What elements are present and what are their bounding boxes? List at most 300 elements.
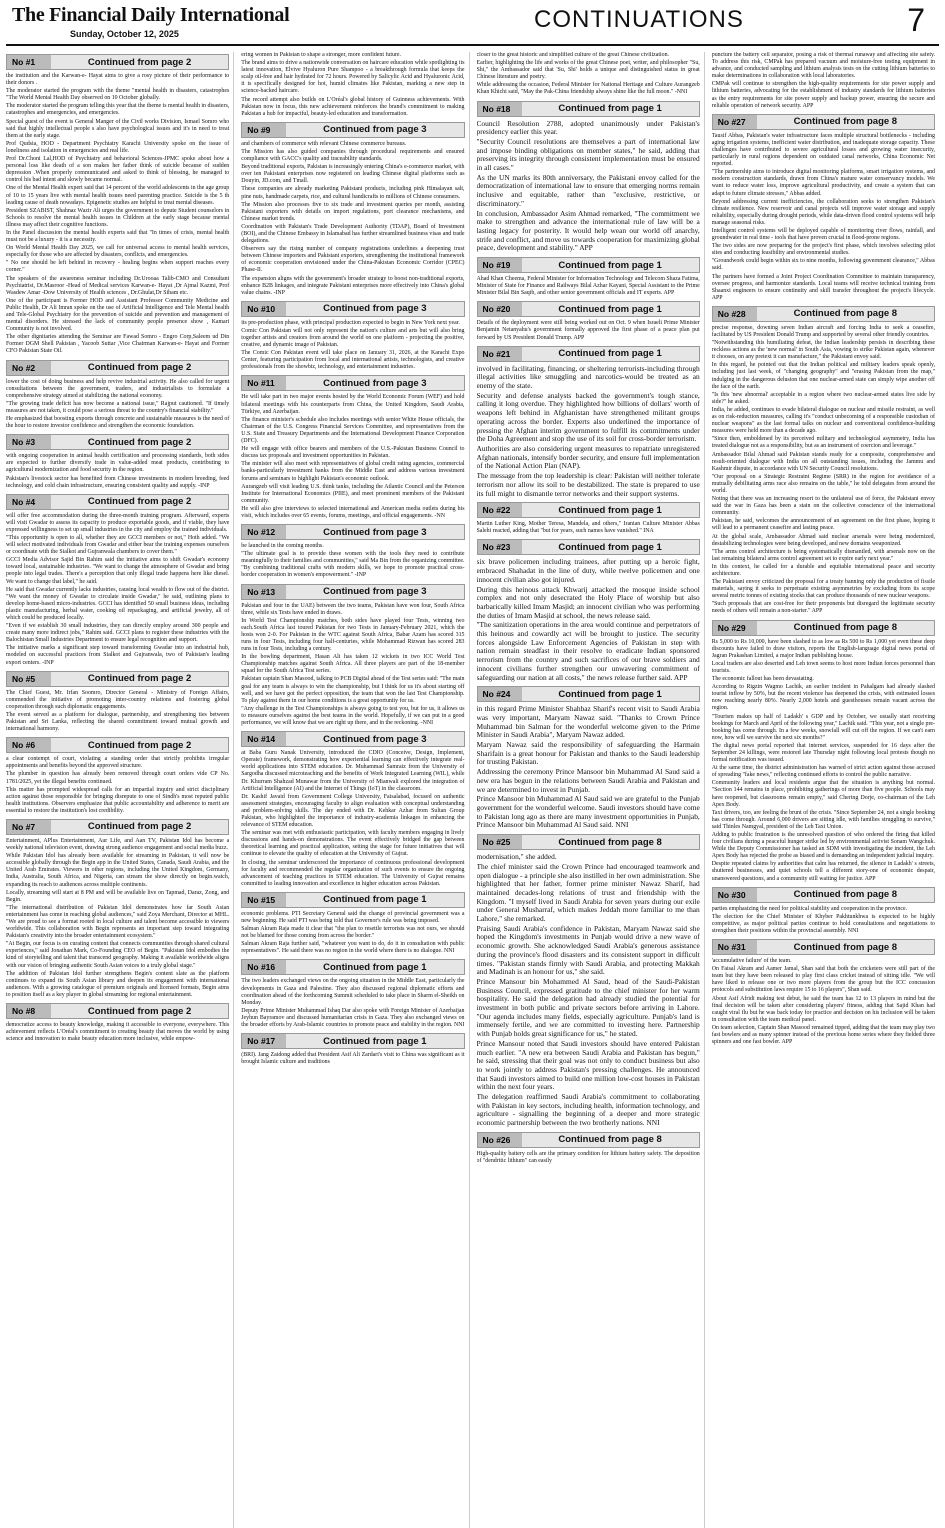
story bbox=[477, 101, 700, 254]
story-body bbox=[712, 639, 935, 883]
story-number: No #28 bbox=[713, 307, 757, 321]
paragraph: Prince Mansoor bin Muhammad Al Saud said we are grateful to the Punjab government for the wonderful welcome. Saudi investors should have come to Pakistan long ago as there are many investment opportunities in Punjab, Prince Mansoor bin Muhammad Al Saud said. NNI bbox=[476, 794, 700, 830]
paragraph: with ongoing cooperation in animal health certification and processing standards, both sides are expected to further diversify trade in value-added meat products, contributing to agricultural modernization and food security in the region. bbox=[6, 453, 230, 474]
paragraph: Salman Akram Raja further said, "whatever you want to do, do it in consultation with public representatives". He said there was no region in the world where there is no dialogue. NNI bbox=[241, 941, 465, 955]
story bbox=[241, 524, 464, 579]
paragraph: Locally, streaming will start at 8 PM and will be available live on Tapmad, Daraz, Zong, and Begin. bbox=[6, 889, 230, 903]
paragraph: The two leaders exchanged views on the ongoing situation in the Middle East, particularly the developments in Gaza and Palestine. They also discussed regional diplomatic efforts and coordination ahead of the forthcoming Summit scheduled to take place in Sharm el-Sheikh on Monday. bbox=[241, 978, 465, 1006]
paragraph: The expansion aligns with the government's broader strategy to boost non-traditional exports, enhance B2B linkages, and integrate Pakistani enterprises more effectively into China's global value chains. -INP bbox=[241, 275, 465, 296]
story bbox=[241, 1033, 464, 1066]
continued-from-label: Continued from page 2 bbox=[87, 1005, 192, 1017]
story-number: No #29 bbox=[713, 621, 757, 635]
story-header bbox=[6, 819, 229, 835]
paragraph: precise response, downing seven Indian aircraft and forcing India to seek a ceasefire, facilitated by US President Donald Trump and supported by several other friendly countries. bbox=[711, 324, 935, 338]
story-header bbox=[477, 502, 700, 518]
paragraph: He will also give interviews to selected international and American media outlets during his visit, which includes over 65 events, forums, meetings, and official engagements. -NN bbox=[241, 505, 465, 519]
continued-from-label: Continued from page 1 bbox=[323, 1035, 427, 1047]
paragraph: In conclusion, Ambassador Asim Ahmad remarked, "The commitment we make to strengthen and advance the international rule of law will be a lasting legacy for posterity. It would help wean our world off anarchy, strife and conflict, and move us towards cooperation for maximizing global peace, development and stability." APP bbox=[476, 208, 700, 253]
story-body bbox=[712, 325, 935, 616]
continued-from-label: Continued from page 2 bbox=[87, 673, 192, 685]
story-header bbox=[6, 360, 229, 376]
paragraph: "The partnership aims to introduce digital monitoring platforms, smart irrigation systems, and modern construction standards, drawn from China's mature water conservancy models. We want to reduce water loss, improve agricultural productivity, and create a system that can adapt to future climate stresses," Abbas added. bbox=[711, 169, 935, 197]
paragraph: Martin Luther King, Mother Teresa, Mandela, and others," Iranian Culture Minister Abbas Salehi reacted, adding that "but for years, such names have vanished." INA bbox=[476, 521, 700, 535]
story-body bbox=[477, 558, 700, 682]
paragraph: Entertainment, APlus Entertainment, Aur Life, and Aan TV, Pakistan Idol has become a weekly national television event, drawing strong audience engagement and social media buzz. bbox=[6, 837, 230, 852]
story-body bbox=[241, 603, 464, 728]
story-number: No #3 bbox=[7, 435, 51, 449]
story bbox=[6, 494, 229, 667]
story-number: No #5 bbox=[7, 672, 51, 686]
paragraph: Maryam Nawaz said the responsibility of safeguarding the Harmain Sharifain is a great honour for Pakistan and thanks to the Saudi leadership for trusting Pakistan. bbox=[476, 740, 700, 767]
paragraph: Pakistan captain Shan Masood, talking to PCB Digital ahead of the Test series said: "The main goal for any team is always to win the championship, but I think for us it's about starting off well, and we have got the perfect opposition, the team that won the last Test Championship. To play against them in our home conditions is a great opportunity for us. bbox=[241, 676, 465, 704]
paragraph: ering women in Pakistan to shape a stronger, more confident future. bbox=[241, 52, 401, 58]
paragraph: Praising Saudi Arabia's confidence in Pakistan, Maryam Nawaz said she hoped the Kingdom's investments in Punjab would drive a new wave of economic growth. She acknowledged Saudi Arabia's generous assistance during the province's flood disasters and its consistent support in difficult times. "Pakistan stands firmly with Saudi Arabia, and protecting Makkah and Madinah is an honour for us," she said. bbox=[476, 923, 700, 977]
paragraph: at Baba Guru Nanak University, introduced the CDIO (Conceive, Design, Implement, Operate) framework, demonstrating how experiential learning can effectively integrate real-world applications into STEM education. Dr. Muhammad Samraiz from the University of Sargodha discussed microteaching and the benefits of Work Integrated Learning (WIL), while Dr. Khurram Shahzad Munawar from the University of Mianwali explored the integration of Artificial Intelligence (AI) and the Internet of Things (IoT) in the classroom. bbox=[241, 750, 465, 792]
story-body bbox=[477, 705, 700, 830]
paragraph: The two sides are now preparing for the project's first phase, which involves selecting pilot sites and conducting feasibility and environmental studies. bbox=[711, 243, 935, 257]
story-number: No #10 bbox=[242, 302, 286, 316]
paragraph: "At Begin, our focus is on curating content that connects communities through shared cultural experiences," said Jonathan Mark, Co-Founding CEO of Begin. "Pakistan Idol embodies the kind of storytelling and talent that transcend geography. Making it available worldwide aligns with our vision of bringing authentic South Asian voices to a truly global stage." bbox=[6, 941, 230, 969]
story-number: No #31 bbox=[713, 940, 757, 954]
paragraph: Details of the deployment were still being worked out on Oct. 9 when Israeli Prime Minister Benjamin Netanyahu's government formally approved the first phase of a peace plan put forward by US President Donald Trump. APP bbox=[476, 320, 700, 341]
story-body bbox=[477, 521, 700, 535]
story-header bbox=[712, 887, 935, 903]
story-number: No #18 bbox=[478, 102, 522, 116]
story-header bbox=[712, 939, 935, 955]
paragraph: "Since then, emboldened by its perceived military and technological asymmetry, India has treated dialogue not as a responsibility, but as an instrument of coercion and leverage." bbox=[711, 436, 935, 450]
story-number: No #13 bbox=[242, 585, 286, 599]
paragraph: One of the Mental Health expert said that 14 percent of the world adolescents in the age group of 10 to 15 years live with mental health issues need parenting practice. Suicide is the 5 th leading cause of death nowadays. Epigenetic studies are helpful to treat mental diseases. bbox=[6, 185, 230, 206]
story bbox=[477, 539, 700, 682]
story-number: No #4 bbox=[7, 495, 51, 509]
paragraph: "The arms control architecture is being systematically dismantled, with arsenals now on the last remaining bilateral arms control agreement set to expire early next year." bbox=[711, 548, 935, 562]
story-body bbox=[6, 453, 229, 489]
story-body bbox=[241, 320, 464, 372]
paragraph: " No one should be left behind in recovery - healing begins when support reaches every corner." bbox=[6, 260, 230, 274]
paragraph: "Tourism makes up half of Ladakh' s GDP and by October, we usually start receiving bookings for March and April of the following year," Lachik said. "This year, not a single pre-booking has come through. In a few weeks, snowfall will cut off the region. If we can't earn now, how will we survive the next six months?" bbox=[711, 713, 935, 741]
story-body bbox=[712, 958, 935, 1046]
story bbox=[241, 892, 464, 956]
story-body bbox=[712, 133, 935, 302]
paragraph: India, he added, continues to evade bilateral dialogue on nuclear and missile restraint, as well as on risk-reduction measures, calling it's "conduct unbecoming of a responsible custodian of nuclear weapons" as the last formal talks on nuclear and conventional confidence-building measures were held more than a decade ago. bbox=[711, 406, 935, 435]
paragraph: closer to the great historic and simplified culture of the great Chinese civilization. bbox=[476, 52, 670, 58]
paragraph: The message from the top leadership is clear: Pakistan will neither tolerate terrorism nor allow its soil to be destabilized. The state is prepared to use its full might to dismantle terror networks and their support systems. bbox=[476, 471, 700, 498]
paragraph: The addition of Pakistan Idol further strengthens Begin's content slate as the platform continues to expand its South Asian library and deepen its engagement with international audiences. With a growing catalogue of premium originals and licensed formats, Begin aims to position itself as a key player in global streaming for regional entertainment. bbox=[6, 970, 230, 998]
paragraph: involved in facilitating, financing, or sheltering terrorists-including through illegal activities like smuggling and narcotics-would be treated as an enemy of the state. bbox=[476, 363, 700, 391]
paragraph: The initiative marks a significant step toward transforming Gwadar into an industrial hub, modeled on successful practices from Sialkot and Gujranwala, two of Pakistan's leading export centers. -INP bbox=[6, 645, 230, 666]
paragraph: The Mission also processes five to six trade and investment queries per month, assisting Pakistani exporters with details on import regulations, port clearance mechanisms, and Chinese market trends. bbox=[241, 201, 465, 222]
column bbox=[241, 52, 469, 1528]
paragraph: economic problems. PTI Secretary General said the change of provincial government was a new beginning. He said PTI was being told that Governor's rule was being imposed. bbox=[241, 910, 465, 924]
story bbox=[712, 887, 935, 935]
paragraph: The other dignitaries attending the Seminar are Fawad Somro - Engro Corp,Saleem ud Din Former DGM Shell Pakistan , Yacoob Suttar ,Vice Chairman Karwan-e- Hayat and Former CFO Pakistan State Oil. bbox=[6, 334, 230, 355]
story bbox=[477, 257, 700, 297]
paragraph: On Faisal Akram and Aamer Jamal, Shan said that both the cricketers were still part of the team but they have been released to play first class cricket instead of sitting idle. "We will have liked to release one or two more players from the group but the ICC concussion protocols and substitution laws require 15 to 16 players", Shan said. bbox=[711, 966, 935, 994]
paragraph: Dr. Kashif Javaid from Government College University, Faisalabad, focused on authentic assessment strategies, encouraging faculty to align evaluation with conceptual understanding and problem-solving skills. The day ended with Dr. Kehkar Azhar from Sultan Group Pakistan, who highlighted the importance of industry-academia linkages in enhancing the relevance of STEM education. bbox=[241, 793, 465, 829]
paragraph: "Even if we establish 30 small industries, they can directly employ around 300 people and create many more indirect jobs," Rahim said. GCCI plans to register these industries with the Balochistan Small Industries Department to ensure legal recognition and support. bbox=[6, 623, 230, 644]
column bbox=[6, 52, 234, 1528]
paragraph: In this regard, he pointed out that the Indian political and military leaders speak openly, including just last week, of "changing geography" and "erasing Pakistan from the map," indulging in the dangerous delusion that one nuclear-armed state can simply wipe another off the face of the earth. bbox=[711, 362, 935, 390]
paragraph: modernisation," she added. bbox=[476, 852, 557, 862]
story-number: No #21 bbox=[478, 347, 522, 361]
paragraph: High-quality battery cells are the primary condition for lithium battery safety. The deposition of "dendritic lithium" can easily bbox=[476, 1150, 700, 1164]
paragraph: During this heinous attack Khwarij attacked the mosque inside school complex and not only desecrated the Holy Place of worship but also barbarically killed Imam Masjid; an innocent civilian who was performing the duties of Imam Masjid at school, the news release said. bbox=[476, 584, 700, 620]
story-body bbox=[6, 1022, 229, 1043]
story bbox=[6, 671, 229, 734]
paragraph: Taxi drivers, too, are feeling the brunt of the crisis. "Since September 24, not a single booking has come through. Around 6,000 drivers are sitting idle, with families struggling to survive," said Thinles Namgyal, president of the Leh Taxi Union. bbox=[711, 809, 935, 830]
paragraph: Coordination with Pakistan's Trade Development Authority (TDAP), Board of Investment (BOI), and the Chinese Embassy in Islamabad has further streamlined business visas and trade delegations. bbox=[241, 223, 465, 245]
story-body bbox=[712, 52, 935, 110]
story-header bbox=[6, 494, 229, 510]
story-body bbox=[241, 543, 464, 579]
paragraph: Pakistan's livestock sector has benefited from Chinese investments in modern breeding, feed technology, and cold chain infrastructure, ensuring consistent quality and supply. -INP bbox=[6, 475, 230, 489]
continued-from-label: Continued from page 3 bbox=[323, 124, 427, 136]
paragraph: "The growing trade deficit has now become a national issue," Rajput cautioned. "If timely measures are not taken, it could pose a serious threat to the country's financial stability." bbox=[6, 400, 230, 414]
continued-from-label: Continued from page 8 bbox=[793, 622, 898, 634]
story bbox=[712, 306, 935, 616]
column bbox=[477, 52, 705, 1528]
paragraph: Ambassador Bilal Ahmad said Pakistan stands ready for a composite, comprehensive and result-oriented dialogue with India on all outstanding issues, including the Jammu and Kashmir dispute, in accordance with UN Security Council resolutions. bbox=[711, 451, 935, 472]
paragraph: parties emphasizing the need for political stability and cooperation in the province. bbox=[711, 905, 908, 912]
paragraph: The partners have formed a Joint Project Coordination Committee to maintain transparency, oversee progress, and harmonize standards. Local teams will receive technical training from Shaanxi engineers to ensure continuity and skill transfer throughout the project's lifecycle. APP bbox=[711, 273, 935, 301]
paragraph: Security and defense analysts backed the government's tough stance, calling it long overdue. They highlighted how billions of dollars' worth of weapons left behind in Afghanistan have strengthened militant groups operating across the border. Experts also underlined the importance of pressing the Afghan interim government to fulfill its commitments under the Doha Agreement and stop the use of its soil for cross-border terrorism. bbox=[476, 390, 700, 444]
story-header bbox=[712, 620, 935, 636]
story bbox=[477, 502, 700, 535]
paragraph: will offer free accommodation during the three-month training program. Afterward, experts will visit Gwadar to assess its capacity to produce exportable goods, and if viable, they have expressed willingness to set up small industries in the city and employ the trained individuals. bbox=[6, 512, 230, 533]
paragraph: 'accumulative failure' of the team. bbox=[711, 958, 792, 965]
story-number: No #12 bbox=[242, 525, 286, 539]
story bbox=[712, 620, 935, 883]
story-header bbox=[6, 434, 229, 450]
story bbox=[241, 375, 464, 520]
story-body bbox=[6, 690, 229, 734]
paragraph: Beyond addressing current inefficiencies, the collaboration seeks to strengthen Pakistan's climate resilience. New reservoir and canal projects will improve water storage and supply reliability, especially during drought periods, while data-driven flood control systems will help manage seasonal risks. bbox=[711, 198, 935, 226]
paragraph: In closing, the seminar underscored the importance of continuous professional development for faculty and recommended the regular organization of such events to ensure the ongoing advancement of teaching practices in STEM education. The University of Gujrat remains committed to leading innovation and excellence in higher education across Pakistan. bbox=[241, 859, 465, 887]
story-body bbox=[241, 978, 464, 1029]
story-number: No #30 bbox=[713, 888, 757, 902]
story-number: No #22 bbox=[478, 503, 522, 517]
continued-from-label: Continued from page 1 bbox=[558, 688, 662, 700]
paragraph: One of the participant is Former HOD and Assistant Professor Community Medicine and Public Health, Dr Ali Imran spoke on the use of Artificial Intelligence and Tele Mental health and Tele-Global Psychiatry for the prevention of suicide and prevention and management of mental disorders. He stressed the lack of community people presence show , Kamari Community is not involved. bbox=[6, 297, 230, 333]
story-number: No #11 bbox=[242, 376, 286, 390]
paragraph: He will take part in two major events hosted by the World Economic Forum (WEF) and hold bilateral meetings with his counterparts from China, the United Kingdom, Saudi Arabia, Türkiye, and Azerbaijan. bbox=[241, 394, 465, 415]
paragraph: Local traders are also deserted and Leh town seems to host more Indian forces personnel than tourists. bbox=[711, 660, 935, 674]
paragraph: On World Mental Health Day 2025, we call for universal access to mental health services, especially for those who are affected by disasters, conflicts, and emergencies. bbox=[6, 245, 230, 259]
story-number: No #23 bbox=[478, 540, 522, 554]
story-header bbox=[477, 101, 700, 117]
continued-from-label: Continued from page 3 bbox=[323, 377, 427, 389]
paragraph: On team selection, Captain Shan Masood remained tipped, adding that the team may play two fast bowlers and as many spinner instead of the previous home series where they fielded three spinners and one fast bowler. APP bbox=[711, 1024, 935, 1046]
paragraph: At the same time, the district administration has warned of strict action against those accused of spreading "fake news," reflecting continued efforts to control the public narrative. bbox=[711, 765, 935, 779]
paragraph: Prof Qudsia, HOD - Department Psychiatry Karachi University spoke on the issue of loneliness and isolation in emergencies and real life. bbox=[6, 140, 230, 154]
continued-from-label: Continued from page 1 bbox=[323, 961, 427, 973]
continued-from-label: Continued from page 8 bbox=[793, 116, 898, 128]
paragraph: The chief minister said the Crown Prince had encouraged teamwork and open dialogue - a principle she also instilled in her own administration. She highlighted that her father, former prime minister Nawaz Sharif, had maintained decades-long relations of trust and friendship with the Kingdom. "I myself lived in Saudi Arabia for seven years during our exile under General Musharraf, which makes Jeddah more familiar to me than Lahore," she remarked. bbox=[476, 861, 700, 924]
story-header bbox=[6, 737, 229, 753]
continued-from-label: Continued from page 1 bbox=[558, 103, 662, 115]
paragraph: CMPak will continue to strengthen the high-quality requirements for site power supply and lithium batteries, advocating for the establishment of industry standards for lithium batteries as the entry requirements for site power supply and backup power, ensuring the secure and reliable operation of network security. APP bbox=[711, 81, 935, 109]
story-header bbox=[477, 257, 700, 273]
story-body bbox=[477, 320, 700, 341]
story-number: No #27 bbox=[713, 115, 757, 129]
story-body bbox=[712, 906, 935, 935]
paragraph: The seminar was met with enthusiastic participation, with faculty members engaging in lively discussions and hands-on demonstrations. The event effectively bridged the gap between theoretical learning and practical application, setting the stage for future initiatives that will continue to elevate the quality of education at the University of Gujrat. bbox=[241, 830, 465, 858]
story-number: No #7 bbox=[7, 820, 51, 834]
continued-from-label: Continued from page 8 bbox=[793, 308, 898, 320]
story-header bbox=[477, 539, 700, 555]
story-number: No #14 bbox=[242, 732, 286, 746]
paragraph: Comic Con Pakistan will not only represent the nation's culture and arts but will also bring together artists and creators from around the world on one platform - projecting the positive, creative, and dynamic image of Pakistan. bbox=[241, 327, 465, 349]
paragraph: Ahad Khan Cheema, Federal Minister for Information Technology and Telecom Shaza Fatima, Minister of State for Finance and Railways Bilal Azhar Kayani, Special Assistant to the Prime Minister Bilal Bin Saqib, and other senior government officials and IT experts. APP bbox=[476, 276, 700, 297]
continued-from-label: Continued from page 3 bbox=[323, 586, 427, 598]
paragraph: Rs 5,000 to Rs 10,000, have been slashed to as low as Rs 500 to Rs 1,000 yet even these deep discounts have failed to draw visitors, reports the English-language digital news portal of Jagran Prakashan Limited, a major Indian publishing house. bbox=[711, 638, 935, 659]
story-body bbox=[6, 838, 229, 999]
article-columns bbox=[6, 52, 939, 1528]
story bbox=[477, 1132, 700, 1165]
paragraph: About Asif Afridi making test debut, he said the team has 12 to 13 players in mind but the final decision will be taken after considering players' fitness, adding that Sajid Khan had caught viral flu but he was back today for practice and decision on his inclusion will be taken in consultation with the team medical panel. bbox=[711, 995, 935, 1023]
story bbox=[712, 939, 935, 1046]
paragraph: The record attempt also builds on L'Oréal's global history of Guinness achievements. With Pakistan now in focus, this new achievement reinforces the brand's commitment to making Pakistan a hub for impactful, beauty-led education and transformation. bbox=[241, 96, 465, 117]
paragraph: Aurangzeb will visit leading U.S. think tanks, including the Atlantic Council and the Peterson Institute for International Economics (PIIE), and meet prominent members of the Pakistani community. bbox=[241, 483, 465, 504]
paragraph: in this regard Prime Minister Shahbaz Sharif's recent visit to Saudi Arabia was very important, Maryam Nawaz said. "Thanks to Crown Prince Muhammad bin Salman for the wonderful welcome given to the Prime Minister in Saudi Arabia", Maryam Nawaz added. bbox=[476, 704, 700, 740]
paragraph: Deputy Prime Minister Muhammad Ishaq Dar also spoke with Foreign Minister of Azerbaijan Jeyhun Bayramov and discussed humanitarian crisis in Gaza. They also exchanged views on the broader efforts by Arab-Islamic countries to promote peace and stability in the region. NNI bbox=[241, 1007, 465, 1029]
paragraph: (BRI). Jang Zaidong added that President Asif Ali Zardari's visit to China was significant as it brought Islamic culture and traditions bbox=[241, 1052, 465, 1066]
paragraph: The brand aims to drive a nationwide conversation on haircare education while spotlighting its latest innovation, Elvive Hyaluron Pure Shampoo - a breakthrough formula that keeps the scalp oil-free and hair hydrated for 72 hours. Powered by Salicylic Acid and Hyaluronic Acid, it is specifically designed for hot, humid climates like Pakistan, marking a new step in science-backed haircare. bbox=[241, 60, 465, 95]
story bbox=[477, 834, 700, 1128]
continued-from-label: Continued from page 1 bbox=[558, 303, 662, 315]
paragraph: "Any challenge in the Test Championships is always going to test you, but for us, it allows us to measure ourselves against the best teams in the world. Hopefully, if we can put in a good performance, we will know that we are right up there, and in the reckoning. -NNI bbox=[241, 705, 465, 727]
story-header bbox=[477, 301, 700, 317]
paragraph: "The sanitization operations in the area would continue and perpetrators of this heinous and cowardly act will be brought to justice. The security forces alongside Law Enforcement Agencies of Pakistan in step with nation remain steadfast in their resolve to eradicate Indian sponsored terrorism from the country and such sacrifices of our brave soldiers and innocent civilians further strengthen our unwavering commitment of safeguarding our nation at all costs," the news release further said. APP bbox=[476, 620, 700, 682]
paragraph: Pakistan, he said, welcomes the announcement of an agreement on the first phase, hoping it will lead to a permanent ceasefire and lasting peace. bbox=[711, 518, 935, 532]
continued-from-label: Continued from page 1 bbox=[558, 259, 662, 271]
story-number: No #25 bbox=[478, 835, 522, 849]
paragraph: Noting that there was an increasing resort to the unilateral use of force, the Pakistani envoy said the war in Gaza has been a stain on the collective conscience of the international community. bbox=[711, 496, 935, 517]
story-body bbox=[477, 1151, 700, 1165]
paragraph: "Notwithstanding this humiliating defeat, the Indian leadership persists in describing these reckless actions as the 'new normal' in South Asia, vowing to strike Pakistan again, whenever it chooses, on any pretext it can manufacture," the Pakistani envoy said. bbox=[711, 340, 935, 361]
story-number: No #24 bbox=[478, 687, 522, 701]
page-number: 7 bbox=[907, 2, 925, 38]
story-body bbox=[6, 379, 229, 431]
story-body bbox=[477, 365, 700, 499]
paragraph: Pakistan and four in the UAE) between the two teams, Pakistan have won four, South Africa three, while six Tests have ended in draws. bbox=[241, 602, 465, 616]
story-body bbox=[241, 394, 464, 520]
story-header bbox=[6, 671, 229, 687]
story-header bbox=[477, 834, 700, 850]
continued-from-label: Continued from page 8 bbox=[793, 941, 898, 953]
paragraph: The delegation reaffirmed Saudi Arabia's commitment to collaborating with Pakistan in key sectors, including health, information technology, and agriculture - signalling the beginning of a deeper and more strategic economic partnership between the two brotherly nations. NNI bbox=[476, 1092, 700, 1128]
story bbox=[241, 52, 464, 118]
paragraph: Beyond traditional exports, Pakistan is increasingly entering China's e-commerce market, with over ten Pakistani enterprises now registered on leading Chinese digital platforms such as Douyin, JD.com, and Tmall. bbox=[241, 164, 465, 185]
story-header bbox=[477, 1132, 700, 1148]
story bbox=[241, 731, 464, 888]
paragraph: "Our proposal on a Strategic Restraint Regime (SRR) in the region for avoidance of a mutually debilitating arms race also remains on the table," he told delegates from around the world. bbox=[711, 473, 935, 494]
paragraph: the institution and the Karwan-e- Hayat aims to give a rosy picture of their performance to their donors . bbox=[6, 73, 230, 87]
paragraph: Observers say the rising number of company registrations underlines a deepening trust between Chinese importers and Pakistani exporters, strengthening the institutional framework of economic cooperation envisioned under the China-Pakistan Economic Corridor (CPEC) Phase-II. bbox=[241, 246, 465, 274]
paragraph: Earlier, highlighting the life and works of the great Chinese poet, writer, and philosopher "Su, Shi," the Ambassador said that 'Su, Shi' holds a unique and distinguished status in great Chinese literature and poetry. bbox=[476, 60, 700, 81]
continued-from-label: Continued from page 2 bbox=[87, 739, 192, 751]
story-number: No #17 bbox=[242, 1034, 286, 1048]
story-header bbox=[241, 1033, 464, 1049]
story-number: No #1 bbox=[7, 55, 51, 69]
paragraph: The Pakistani envoy criticized the proposal for a treaty banning only the production of fissile materials, saying it seeks to perpetuate existing asymmetries by excluding from its scope several metric tonnes of existing stocks that can produce thousands of new nuclear weapons. bbox=[711, 579, 935, 600]
paragraph: "The international distribution of Pakistan Idol demonstrates how far South Asian entertainment has come in reaching global audiences," said Zoya Merchant, Director at MHL. "We are proud to see a format rooted in local culture and talent become accessible to viewers worldwide. This collaboration with Begin represents an important step toward integrating Pakistan's creativity into the broader entertainment ecosystem." bbox=[6, 904, 230, 940]
paragraph: In World Test Championship matches, both sides have played four Tests, winning two each.South Africa last toured Pakistan for two Tests in January-February 2021, which the hosts won 2-0. For Pakistan in the WTC against South Africa, Babar Azam has scored 315 runs in four Tests, including four half-centuries, while Mohammad Rizwan has scored 283 runs in four Tests, including a century. bbox=[241, 617, 465, 653]
paragraph: six brave policemen including trainees, after putting up a heroic fight, embraced Shahadat in the line of duty, while twelve policemen and one innocent civilian also got injured. bbox=[476, 557, 700, 584]
story-header bbox=[241, 122, 464, 138]
story-body bbox=[6, 513, 229, 667]
paragraph: The plumber in question has already been removed through court orders vide CP No. 1781/2025, yet the illegal benefits continued. bbox=[6, 771, 230, 785]
paragraph: Council Resolution 2788, adopted unanimously under Pakistan's presidency earlier this year. bbox=[476, 118, 700, 137]
story-body bbox=[6, 73, 229, 356]
section-title: CONTINUATIONS bbox=[534, 6, 744, 33]
story-header bbox=[241, 301, 464, 317]
story-header bbox=[6, 54, 229, 70]
continued-from-label: Continued from page 1 bbox=[558, 541, 662, 553]
story-header bbox=[241, 584, 464, 600]
continued-from-label: Continued from page 8 bbox=[793, 889, 898, 901]
paragraph: lower the cost of doing business and help revive industrial activity. He also called for urgent consultations between the government, traders, and industrialists to formulate a comprehensive strategy aimed at stabilizing the national economy. bbox=[6, 378, 230, 399]
story-body bbox=[6, 756, 229, 815]
story-body bbox=[241, 750, 464, 888]
story-body bbox=[477, 120, 700, 254]
continued-from-label: Continued from page 1 bbox=[558, 348, 662, 360]
paragraph: As the UN marks its 80th anniversary, the Pakistani envoy called for the democratization of international law to ensure that emerging norms remain inclusive and equitable, rather than "exclusive, restrictive, or discriminatory." bbox=[476, 172, 700, 208]
paragraph: The Chief Guest, Mr. Irfan Soomro, Director General - Ministry of Foreign Affairs, commended the initiative of promoting inter-country relations and fostering global cooperation through such diplomatic engagements. bbox=[6, 689, 230, 710]
paragraph: "Groundwork could begin within six to nine months, following government clearance," Abbas said. bbox=[711, 258, 935, 272]
paragraph: Prince Mansour bin Mohammed Al Saud, head of the Saudi-Pakistan Business Council, expressed gratitude to the chief minister for her warm hospitality. He said the delegation had already studied the potential for investment in both public and private sectors before arriving in Lahore. "Our agenda includes many fields, especially agriculture. Punjab's land is immensely fertile, and we are committed to investing here. Partnership with Punjab holds great significance for us," he stated. bbox=[476, 976, 700, 1039]
story-header bbox=[241, 731, 464, 747]
story bbox=[241, 959, 464, 1029]
story bbox=[241, 301, 464, 372]
paragraph: He will engage with office bearers and members of the U.S.-Pakistan Business Council to discuss tax proposals and investment opportunities in Pakistan. bbox=[241, 446, 465, 460]
paragraph: Salman Akram Raja made it clear that "the plan to resettle terrorists was not ours, we should not be blamed for those coming from across the border." bbox=[241, 926, 465, 940]
story-body bbox=[241, 141, 464, 297]
continued-from-label: Continued from page 3 bbox=[323, 526, 427, 538]
story bbox=[6, 1003, 229, 1043]
paragraph: The Comic Con Pakistan event will take place on January 31, 2026, at the Karachi Expo Center, featuring participation from local and international artists, technologists, and creative professionals from the showbiz, technology, and entertainment industries. bbox=[241, 350, 465, 371]
paragraph: "Is this 'new abnormal' acceptable in a region where two nuclear-armed states live side by side?" he asked. bbox=[711, 391, 935, 405]
paragraph: puncture the battery cell separator, posing a risk of thermal runaway and affecting site safety. To address this risk, CMPak has prepared vacuum and moisture-free testing equipment in advance, and conducted sampling and lithium analysis tests on the cutting lithium batteries to make determinations in collaboration with local laboratories. bbox=[711, 52, 935, 80]
paragraph: Prince Mansour noted that Saudi investors should have entered Pakistan much earlier. "A new era between Saudi Arabia and Pakistan has begun," he said, stressing that their goal was not only to conduct business but also to work jointly to address Pakistan's pressing challenges. He announced that Saudi investors aimed to build one million low-cost houses in Pakistan within the next four years. bbox=[476, 1038, 700, 1092]
story-number: No #6 bbox=[7, 738, 51, 752]
paragraph: Special guest of the event is General Manger of the Civil works Division, Ismael Somro who said that highly intellectual people s also have psychological issues and it's in need to treat them at the early stage. bbox=[6, 118, 230, 139]
paragraph: Adding to public frustration is the unresolved question of who ordered the firing that killed four civilians during a peaceful hunger strike led by environmental activist Sonam Wangchuk. While the Deputy Commissioner has tasked an SDM with investigating the incident, the Leh Apex Body has rejected the probe as biased and is demanding an independent judicial inquiry. bbox=[711, 832, 935, 860]
continued-from-label: Continued from page 8 bbox=[558, 1134, 662, 1146]
paragraph: The event served as a platform for dialogue, partnership, and strengthening ties between Pakistan and Sri Lanka, reflecting the shared commitment toward mutual growth and international harmony. bbox=[6, 711, 230, 733]
story bbox=[477, 346, 700, 499]
paragraph: This matter has prompted widespread calls for an impartial inquiry and strict disciplinary action against those responsible for bringing disrepute to one of Sindh's most reputed public health institutions. Observers emphasize that public accountability and adherence to merit are essential to restore the institution's lost credibility. bbox=[6, 786, 230, 814]
story-header bbox=[477, 686, 700, 702]
continued-from-label: Continued from page 2 bbox=[87, 496, 192, 508]
continued-from-label: Continued from page 1 bbox=[323, 894, 427, 906]
continued-from-label: Continued from page 2 bbox=[87, 821, 192, 833]
continued-from-label: Continued from page 3 bbox=[323, 303, 427, 315]
paragraph: The moderator started the program with the theme "mental health in disasters, catastrophes "The World Mental Health Day observed on 10 October globally. bbox=[6, 88, 230, 102]
story bbox=[241, 122, 464, 297]
paragraph: The digital news portal reported that internet services, suspended for 16 days after the September 24 killings, were restored late Thursday night following local protests though no formal notification was issued. bbox=[711, 742, 935, 764]
story bbox=[712, 52, 935, 110]
story-header bbox=[477, 346, 700, 362]
paragraph: While Pakistan Idol has already been available for streaming in Pakistan, it will now be accessible globally through the Begin app in the United States, Canada, Saudi Arabia, and the United Arab Emirates. Viewers in other regions, including the United Kingdom, Germany, India, Australia, South Africa, and Nigeria, can stream the show directly on begin.watch, expanding its reach to audiences across multiple continents. bbox=[6, 853, 230, 888]
paragraph: its pre-production phase, with principal production expected to begin in New York next year. bbox=[241, 319, 460, 326]
paragraph: The moderator started the program telling this year that the theme is mental health in disasters, catastrophes and emergencies, and emergencies. bbox=[6, 103, 230, 117]
story-number: No #9 bbox=[242, 123, 286, 137]
paragraph: The Mission has also guided companies through procedural requirements and ensured compliance with GACC's quality and traceability standards. bbox=[241, 148, 465, 163]
continued-from-label: Continued from page 2 bbox=[87, 436, 192, 448]
story-header bbox=[241, 375, 464, 391]
story bbox=[241, 584, 464, 728]
paragraph: "Security Council resolutions are themselves a part of international law and impose binding obligations on member states," he said, adding that preserving its integrity through consistent implementation must be ensured in all cases." bbox=[476, 136, 700, 173]
paragraph: a clear contempt of court, violating a standing order that strictly prohibits irregular appointments and benefits beyond the approved structure. bbox=[6, 756, 230, 770]
story-body bbox=[477, 52, 700, 97]
story-number: No #2 bbox=[7, 361, 51, 375]
paragraph: Addressing the ceremony Prince Mansoor bin Muhammad Al Saud said a new era has begun in the relations between Saudi Arabia and Pakistan and we are determined to invest in Punjab. bbox=[476, 767, 700, 794]
story-number: No #20 bbox=[478, 302, 522, 316]
paragraph: and chambers of commerce with relevant Chinese commerce bureaus. bbox=[241, 140, 407, 147]
paragraph: In the bowling department, Hasan Ali has taken 12 wickets in two ICC World Test Championship matches against South Africa. All three players are part of the 18-member squad for the South Africa Test series. bbox=[241, 654, 465, 675]
paragraph: Prof Dr.Choni Lal,HOD of Psychiatry and behavioral Sciences-JPMC spoke about how a personal loss like death of a son makes her father think of suicide because of sudden depression .When properly communicated and asked to think of blessing, he managed to control his bad intent and slowly became normal. bbox=[6, 156, 230, 184]
story-header bbox=[712, 114, 935, 130]
paragraph: GCCI Media Advisor Sajid Bin Rahim said the initiative aims to shift Gwadar's economy toward local, sustainable industries. "We want to change the atmosphere of Gwadar and bring people into legal trades. There's a perception that only illegal trade happens here like diesel. We want to change that label," he said. bbox=[6, 557, 230, 585]
story-body bbox=[477, 276, 700, 297]
story-number: No #26 bbox=[478, 1133, 522, 1147]
story-body bbox=[241, 1052, 464, 1066]
story bbox=[477, 52, 700, 97]
paragraph: These companies are already marketing Pakistani products, including pink Himalayan salt, pine nuts, handmade carpets, rice, and cultural handicrafts to millions of Chinese consumers. bbox=[241, 186, 465, 200]
story-header bbox=[6, 1003, 229, 1019]
paragraph: Tausif Abbas, Pakistan's water infrastructure faces multiple structural bottlenecks - including aging irrigation systems, inefficient water distribution, and inadequate storage capacity. These challenges have contributed to severe agricultural losses and growing water insecurity, particularly in rural regions dependent on outdated canal networks, China Economic Net reported. bbox=[711, 132, 935, 168]
story-body bbox=[477, 853, 700, 1128]
paragraph: democratize access to beauty knowledge, making it accessible to everyone, everywhere. This achievement reflects L'Oréal's commitment to creating beauty that moves the world by using science and innovation to make beauty education more inclusive, while empow- bbox=[6, 1022, 230, 1043]
continued-from-label: Continued from page 3 bbox=[323, 733, 427, 745]
continued-from-label: Continued from page 1 bbox=[558, 504, 662, 516]
story bbox=[6, 360, 229, 431]
paragraph: The minister will also meet with representatives of global credit rating agencies, commercial banks-particularly investment banks from the Middle East and address various investment forums and seminars to highlight Pakistan's economic outlook. bbox=[241, 461, 465, 482]
paragraph: In the Panel discussion the mental health experts said that "In times of crisis, mental health must not be a luxury - it is a necessity. bbox=[6, 229, 230, 244]
paragraph: The speakers of the awareness seminar including Dr.Urooaa Talib-CMO and Consultant Psychiatrist, Dr.Masroor -Head of Medical services Karwan-e- Hayat ,Dr Ajmal Kazmi, Prof Wasdew Amar -Dow University of Health sciences , Dr.Ghulat,Dr Siham etc. bbox=[6, 275, 230, 296]
paragraph: The economic fallout has been devastating. bbox=[711, 676, 814, 683]
story-number: No #8 bbox=[7, 1004, 51, 1018]
story-header bbox=[241, 892, 464, 908]
paragraph: According to Rigzin Wagmo Lachik, an earlier incident in Pahalgam had already slashed tourist inflow by 50%, but the recent violence has deepened the crisis, with estimated losses now reaching nearly 80%. Nearly 2,000 hotels and guesthouses remain vacant across the region. bbox=[711, 684, 935, 712]
story bbox=[6, 54, 229, 356]
story-header bbox=[241, 524, 464, 540]
paragraph: In this context, he called for a durable and equitable international peace and security architecture. bbox=[711, 563, 935, 577]
story-body bbox=[241, 911, 464, 956]
paper-date: Sunday, October 12, 2025 bbox=[70, 29, 179, 39]
paragraph: be launched in the coming months. bbox=[241, 543, 324, 550]
story-number: No #19 bbox=[478, 258, 522, 272]
continued-from-label: Continued from page 2 bbox=[87, 56, 192, 68]
story bbox=[6, 737, 229, 815]
masthead bbox=[6, 0, 939, 46]
paragraph: The election for the Chief Minister of Khyber Pakhtunkhwa is expected to be highly competitive, as major political parties continue to hold consultations and negotiations to strengthen their positions within the provincial assembly. NNI bbox=[711, 913, 935, 934]
story bbox=[477, 301, 700, 341]
story bbox=[712, 114, 935, 302]
paragraph: "Such proposals that are cost-free for their proponents but disregard the legitimate security needs of others will remain a non-starter." APP bbox=[711, 601, 935, 615]
continued-from-label: Continued from page 2 bbox=[87, 362, 192, 374]
paper-name: The Financial Daily International bbox=[12, 4, 290, 26]
paragraph: Despite repeated claims by authorities that calm has returned, the silence in Ladakh' s streets, shuttered businesses, and quiet schools tell a different story-one of economic despair, unanswered questions, and a community still waiting for justice. APP bbox=[711, 861, 935, 882]
story bbox=[6, 434, 229, 489]
column bbox=[712, 52, 939, 1528]
paragraph: "The ultimate goal is to provide these women with the tools they need to contribute meaningfully to their families and communities," said Ma Bin from the organizing committee. "By combining traditional crafts with modern skills, we hope to promote practical cross-border cooperation in women's empowerment." -INP bbox=[241, 551, 465, 579]
paragraph: He said that Gwadar currently lacks industries, causing local wealth to flow out of the district. "We want the money of Gwadar to circulate inside Gwadar," he said, outlining plans to develop home-based micro-industries. GCCI has identified 50 small business ideas, including plastic manufacturing, herbal water, cooking oil repackaging, and artificial jewelry, all of which could be produced locally. bbox=[6, 586, 230, 621]
paragraph: At the global scale, Ambassador Ahmad said nuclear arsenals were being modernized, destabilizing technologies were being developed, and new domains weaponized. bbox=[711, 533, 935, 547]
paragraph: Authorities are also considering urgent measures to repatriate unregistered Afghan nationals, intensify border security, and ensure full implementation of the National Action Plan (NAP). bbox=[476, 444, 700, 471]
paragraph: Community leaders and local residents argue that the situation is anything but normal. "Section 144 remains in place, prohibiting gatherings of more than five people. Schools may have reopened, but classrooms remain empty," said Chering Dorje, co-chairman of the Leh Apex Body. bbox=[711, 780, 935, 808]
